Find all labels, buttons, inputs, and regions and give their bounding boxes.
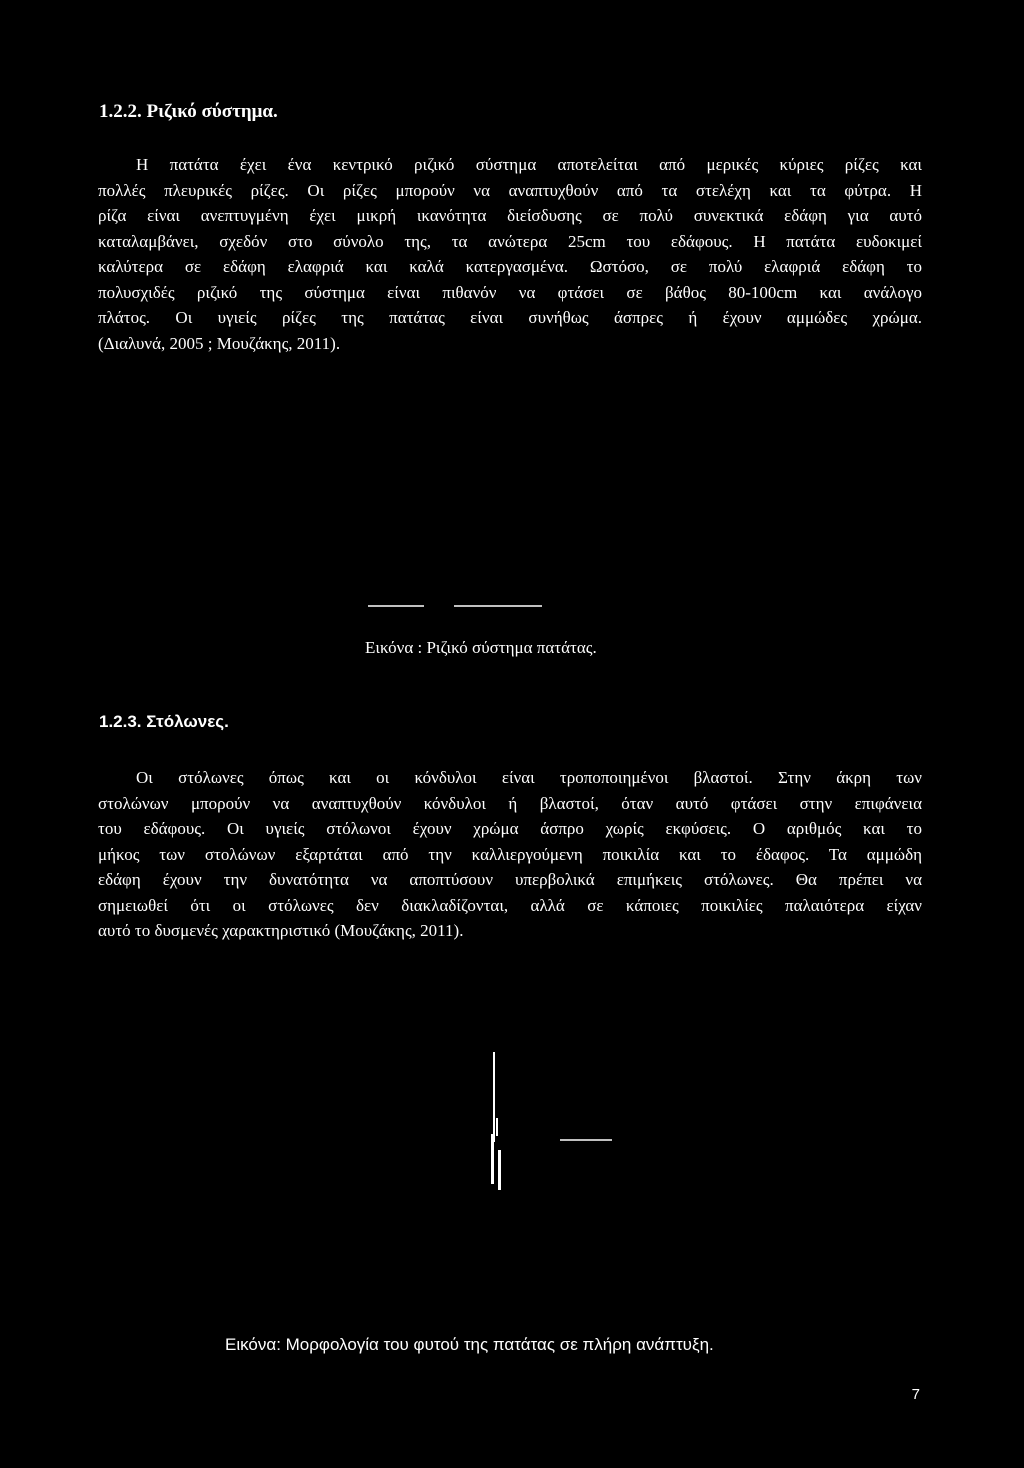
paragraph-line: πλάτος. Οι υγιείς ρίζες της πατάτας είναι συνήθως άσπρες ή έχουν αμμώδες χρώμα. — [98, 308, 922, 327]
paragraph-line: (Διαλυνά, 2005 ; Μουζάκης, 2011). — [98, 333, 341, 353]
paragraph-line: πολυσχιδές ριζικό της σύστημα είναι πιθανόν να φτάσει σε βάθος 80-100cm και ανάλογο — [98, 282, 922, 302]
paragraph-line: Οι στόλωνες όπως και οι κόνδυλοι είναι τροποποιημένοι βλαστοί. Στην άκρη των — [136, 768, 922, 787]
root-system-figure — [360, 590, 560, 620]
paragraph-line: ρίζα είναι ανεπτυγμένη έχει μικρή ικανότητα διείσδυσης σε πολύ συνεκτικά εδάφη για αυτό — [98, 206, 922, 225]
figure-artifact-stem — [498, 1150, 501, 1190]
paragraph-roots — [98, 152, 922, 356]
paragraph-line: του εδάφους. Οι υγιείς στόλωνοι έχουν χρώμα άσπρο χωρίς εκφύσεις. Ο αριθμός και το — [98, 819, 922, 838]
paragraph-line: καλύτερα σε εδάφη ελαφριά και καλά κατεργασμένα. Ωστόσο, σε πολύ ελαφριά εδάφη το — [98, 257, 922, 276]
figure-caption-roots: Εικόνα : Ριζικό σύστημα πατάτας. — [365, 638, 597, 657]
paragraph-stolons — [98, 765, 922, 944]
paragraph-line: εδάφη έχουν την δυνατότητα να αποπτύσουν υπερβολικά επιμήκεις στόλωνες. Θα πρέπει να — [98, 870, 922, 889]
paragraph-line: αυτό το δυσμενές χαρακτηριστικό (Μουζάκης, 2011). — [98, 921, 464, 940]
page-number: 7 — [911, 1386, 920, 1403]
section-heading-stolons: 1.2.3. Στόλωνες. — [99, 712, 229, 731]
paragraph-line: σημειωθεί ότι οι στόλωνες δεν διακλαδίζονται, αλλά σε κάποιες ποικιλίες παλαιότερα είχαν — [98, 895, 922, 915]
figure-artifact-stem — [491, 1134, 494, 1184]
paragraph-line: στολώνων μπορούν να αναπτυχθούν κόνδυλοι ή βλαστοί, όταν αυτό φτάσει στην επιφάνεια — [98, 793, 922, 813]
plant-morphology-figure — [480, 1040, 640, 1200]
section-heading-roots: 1.2.2. Ριζικό σύστημα. — [99, 101, 278, 122]
figure-caption-plant: Εικόνα: Μορφολογία του φυτού της πατάτας σε πλήρη ανάπτυξη. — [225, 1335, 714, 1354]
figure-artifact-stem — [493, 1052, 495, 1142]
paragraph-line: πολλές πλευρικές ρίζες. Οι ρίζες μπορούν να αναπτυχθούν από τα στελέχη και τα φύτρα. Η — [98, 180, 922, 200]
paragraph-line: Η πατάτα έχει ένα κεντρικό ριζικό σύστημα αποτελείται από μερικές κύριες ρίζες και — [136, 155, 922, 174]
paragraph-line: καταλαμβάνει, σχεδόν στο σύνολο της, τα ανώτερα 25cm του εδάφους. Η πατάτα ευδοκιμεί — [98, 231, 922, 251]
figure-artifact-stem — [496, 1118, 498, 1136]
paragraph-line: μήκος των στολώνων εξαρτάται από την καλλιεργούμενη ποικιλία και το έδαφος. Τα αμμώδη — [98, 844, 922, 864]
